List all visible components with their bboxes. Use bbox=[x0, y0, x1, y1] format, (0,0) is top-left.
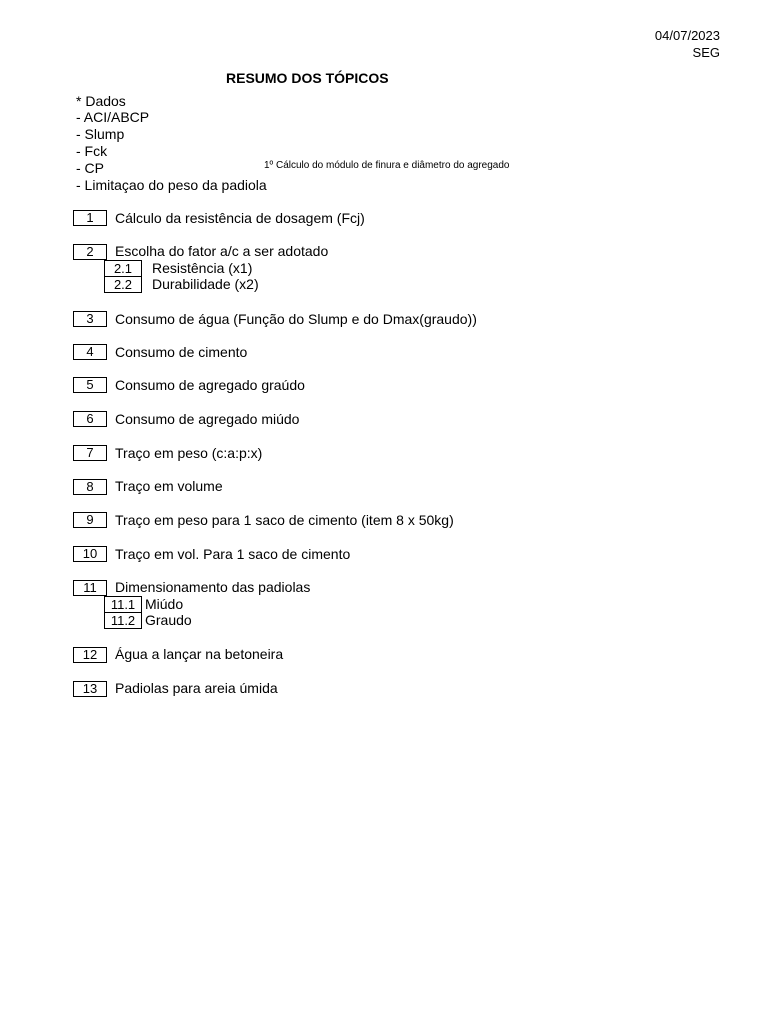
step-text: Água a lançar na betoneira bbox=[115, 646, 284, 662]
substep-number-box: 2.1 bbox=[104, 260, 142, 277]
step-text: Traço em peso para 1 saco de cimento (item 8 x 50kg) bbox=[115, 512, 454, 528]
page-title: RESUMO DOS TÓPICOS bbox=[226, 70, 389, 86]
step-number-box: 8 bbox=[73, 479, 107, 495]
date-text: 04/07/2023 bbox=[654, 28, 720, 43]
topic-item: - CP bbox=[76, 160, 104, 176]
step-text: Consumo de agregado miúdo bbox=[115, 411, 300, 427]
topic-item: - ACI/ABCP bbox=[76, 109, 150, 125]
step-number-box: 7 bbox=[73, 445, 107, 461]
step-text: Padiolas para areia úmida bbox=[115, 680, 278, 696]
topic-item: - Slump bbox=[76, 126, 125, 142]
step-number-box: 6 bbox=[73, 411, 107, 427]
substep-text: Durabilidade (x2) bbox=[152, 276, 259, 292]
substep-number-box: 11.1 bbox=[104, 596, 142, 613]
substep-text: Miúdo bbox=[145, 596, 184, 612]
step-number-box: 13 bbox=[73, 681, 107, 697]
step-text: Consumo de cimento bbox=[115, 344, 248, 360]
step-number-box: 3 bbox=[73, 311, 107, 327]
topic-item: - Limitaçao do peso da padiola bbox=[76, 177, 267, 193]
step-text: Traço em volume bbox=[115, 478, 223, 494]
step-text: Traço em vol. Para 1 saco de cimento bbox=[115, 546, 351, 562]
topic-item: * Dados bbox=[76, 93, 126, 109]
substep-text: Graudo bbox=[145, 612, 192, 628]
substep-number-box: 11.2 bbox=[104, 612, 142, 629]
weekday-text: SEG bbox=[692, 45, 720, 60]
step-number-box: 12 bbox=[73, 647, 107, 663]
step-number-box: 10 bbox=[73, 546, 107, 562]
substep-number-box: 2.2 bbox=[104, 276, 142, 293]
step-number-box: 2 bbox=[73, 244, 107, 260]
step-text: Cálculo da resistência de dosagem (Fcj) bbox=[115, 210, 365, 226]
step-number-box: 5 bbox=[73, 377, 107, 393]
step-number-box: 1 bbox=[73, 210, 107, 226]
step-text: Escolha do fator a/c a ser adotado bbox=[115, 243, 329, 259]
step-text: Dimensionamento das padiolas bbox=[115, 579, 311, 595]
step-text: Consumo de agregado graúdo bbox=[115, 377, 305, 393]
substep-text: Resistência (x1) bbox=[152, 260, 253, 276]
step-number-box: 4 bbox=[73, 344, 107, 360]
topic-item: - Fck bbox=[76, 143, 108, 159]
step-text: Consumo de água (Função do Slump e do Dmax(graudo)) bbox=[115, 311, 477, 327]
step-number-box: 9 bbox=[73, 512, 107, 528]
side-note: 1º Cálculo do módulo de finura e diâmetro do agregado bbox=[264, 160, 510, 171]
step-text: Traço em peso (c:a:p:x) bbox=[115, 445, 263, 461]
step-number-box: 11 bbox=[73, 580, 107, 596]
